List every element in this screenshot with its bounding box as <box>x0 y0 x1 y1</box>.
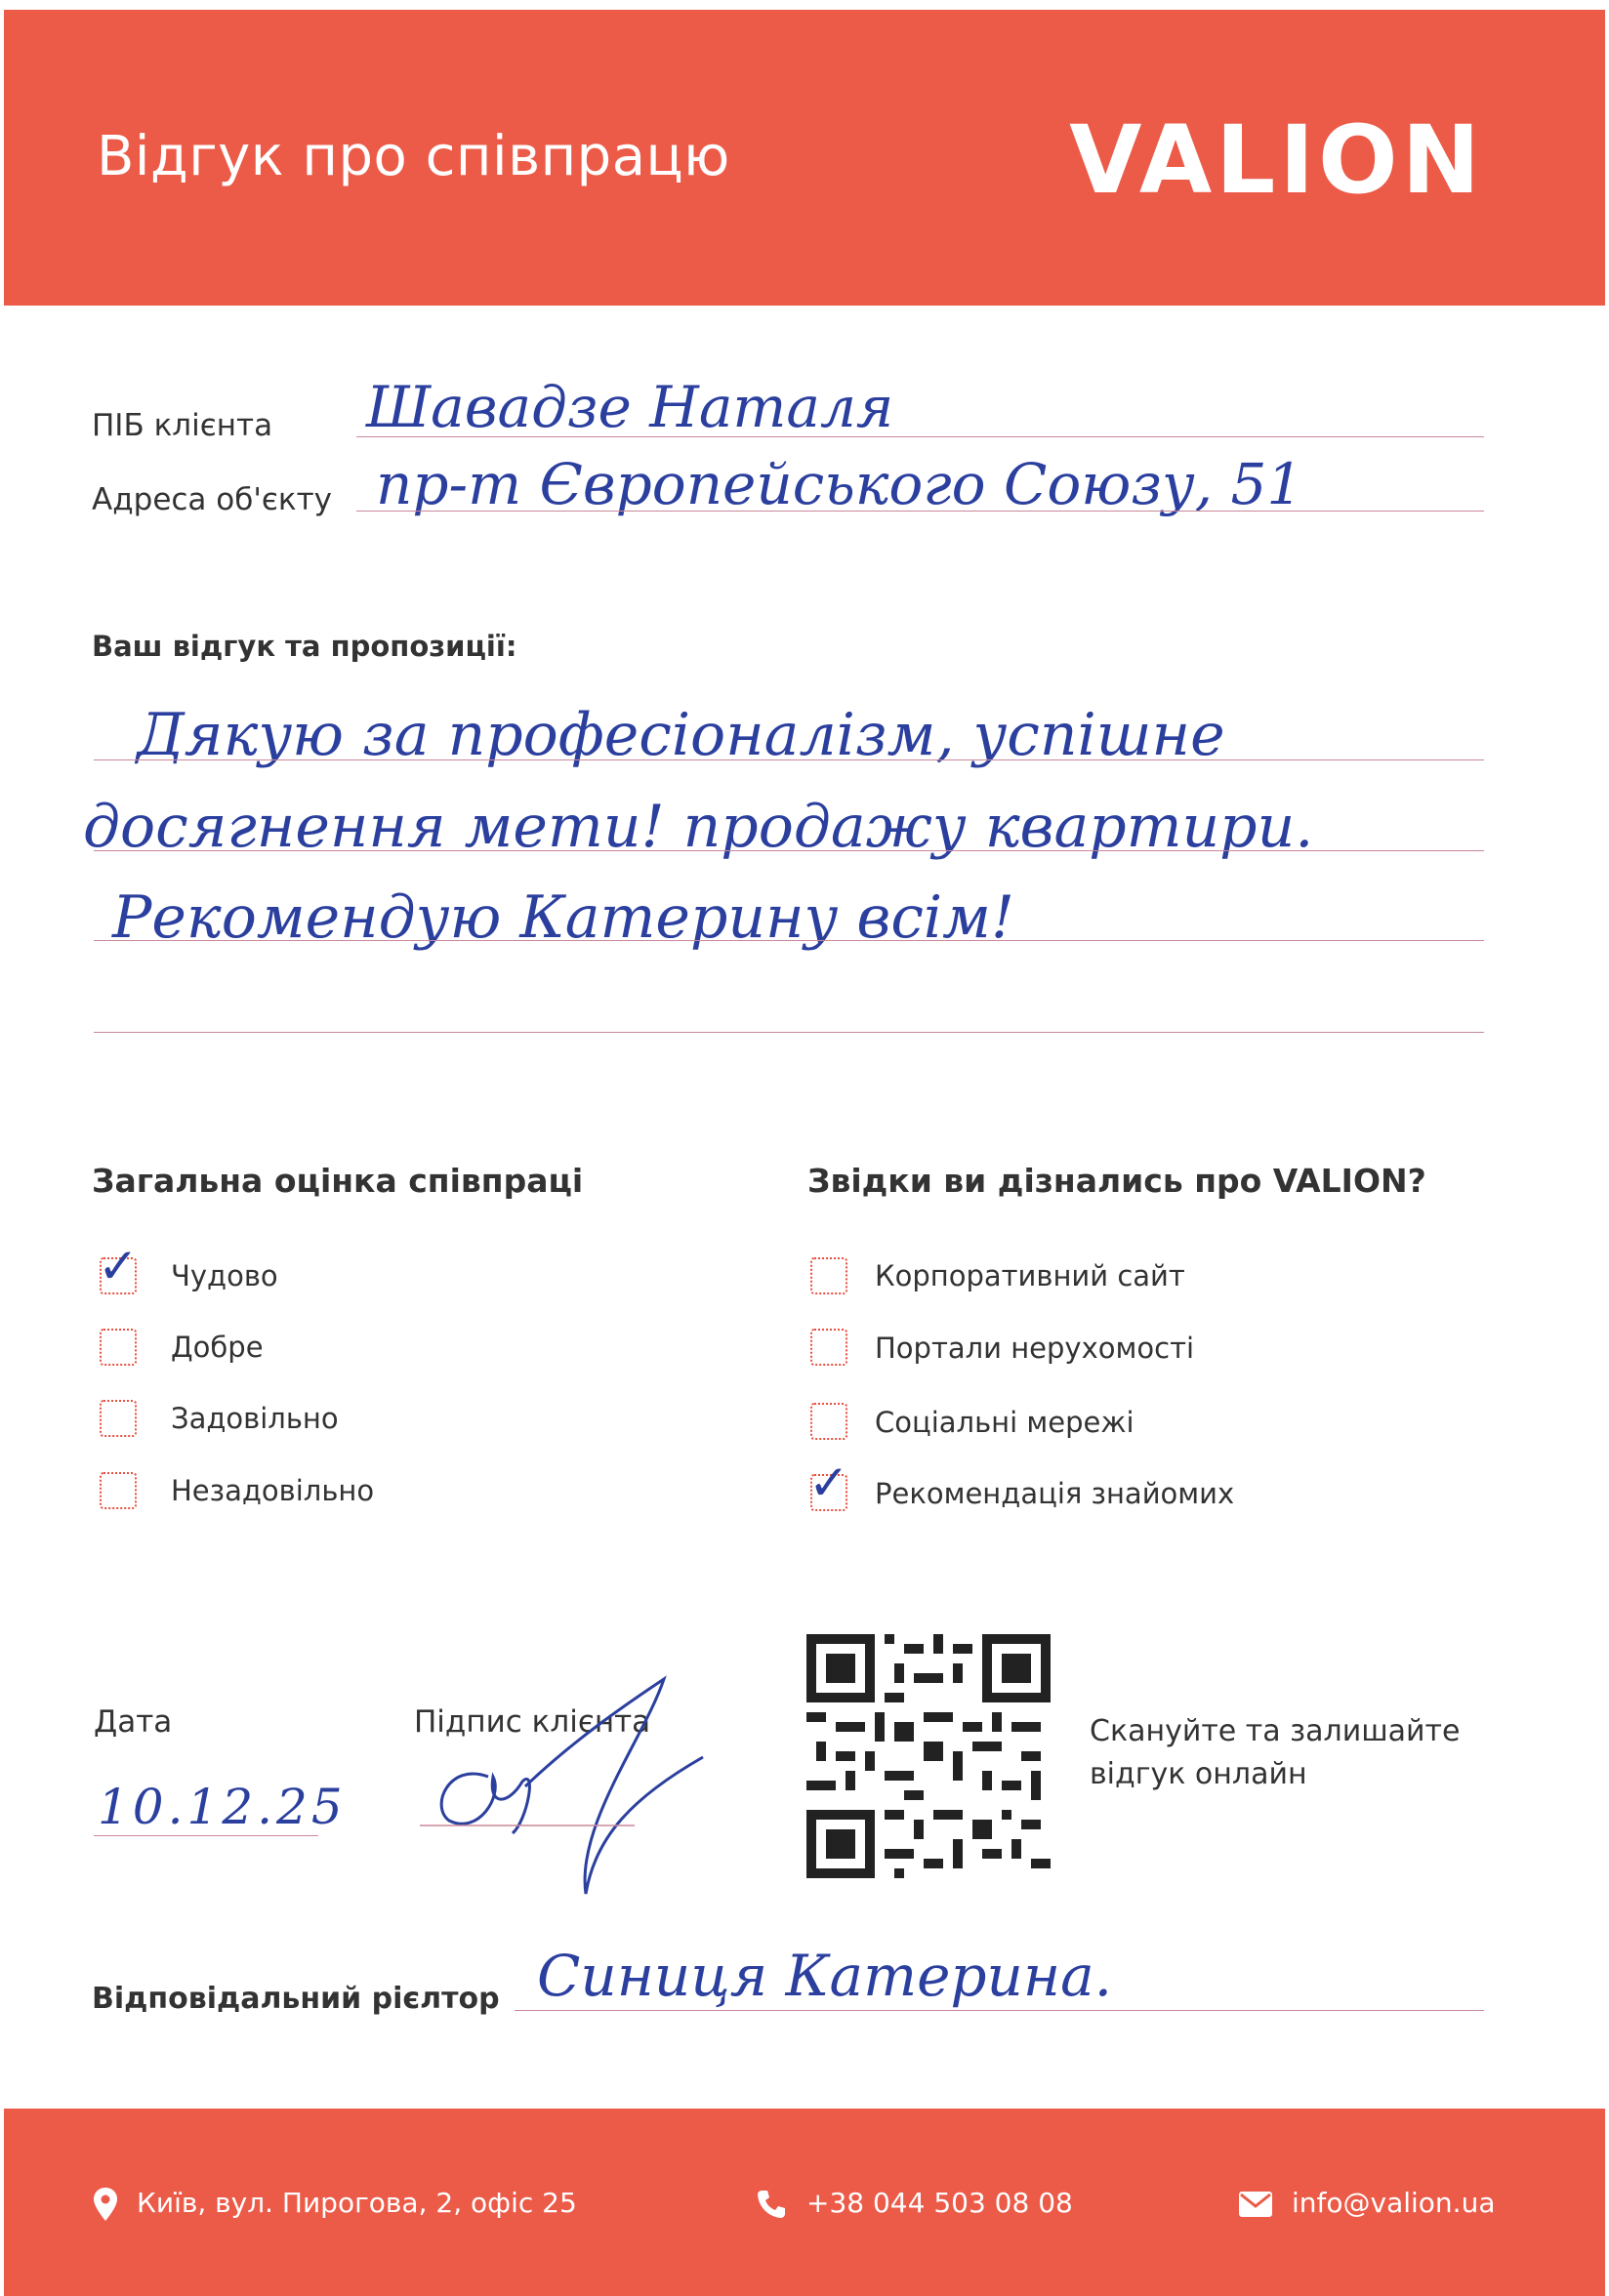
check-mark-icon: ✓ <box>98 1238 139 1294</box>
rating-heading: Загальна оцінка співпраці <box>92 1162 584 1200</box>
source-option-website: Корпоративний сайт <box>875 1259 1185 1292</box>
feedback-line-2: досягнення мети! продажу квартири. <box>83 793 1314 861</box>
location-pin-icon <box>94 2188 117 2221</box>
footer-address[interactable] <box>94 2187 577 2221</box>
source-heading: Звідки ви дізнались про VALION? <box>807 1162 1426 1200</box>
client-name-line <box>356 436 1484 437</box>
source-checkbox-referral[interactable] <box>808 1455 849 1511</box>
brand-logo: VALION <box>1069 105 1484 215</box>
qr-code[interactable] <box>806 1634 1051 1878</box>
qr-caption-line-2: відгук онлайн <box>1090 1757 1307 1791</box>
date-line <box>94 1835 318 1836</box>
check-mark-icon: ✓ <box>808 1455 849 1511</box>
source-option-portals: Портали нерухомості <box>875 1332 1195 1365</box>
address-label: Адреса об'єкту <box>92 482 333 517</box>
rating-option-unsatisfactory: Незадовільно <box>171 1474 375 1507</box>
rating-option-satisfactory: Задовільно <box>171 1402 339 1435</box>
feedback-rule-4 <box>94 1032 1484 1033</box>
source-option-referral: Рекомендація знайомих <box>875 1477 1235 1510</box>
realtor-value[interactable]: Синиця Катерина. <box>537 1943 1113 2009</box>
date-label: Дата <box>94 1704 173 1740</box>
rating-checkbox-satisfactory[interactable] <box>100 1400 137 1437</box>
qr-caption-line-1: Скануйте та залишайте <box>1090 1714 1461 1748</box>
client-signature[interactable] <box>410 1660 801 1904</box>
footer-address-text: Київ, вул. Пирогова, 2, офіс 25 <box>137 2187 577 2219</box>
footer-email[interactable] <box>1239 2187 1495 2219</box>
realtor-line <box>515 2010 1484 2011</box>
source-option-social: Соціальні мережі <box>875 1406 1135 1439</box>
source-checkbox-website[interactable] <box>810 1257 847 1294</box>
footer-phone-text: +38 044 503 08 08 <box>806 2187 1073 2219</box>
header-banner <box>4 10 1605 306</box>
feedback-rule-2 <box>94 850 1484 851</box>
rating-checkbox-good[interactable] <box>100 1329 137 1366</box>
footer-email-text: info@valion.ua <box>1292 2187 1496 2219</box>
date-value[interactable]: 10.12.25 <box>98 1779 347 1835</box>
client-name-label: ПІБ клієнта <box>92 408 273 443</box>
rating-checkbox-great[interactable] <box>98 1238 139 1294</box>
address-value[interactable]: пр-т Європейського Союзу, 51 <box>376 451 1303 517</box>
rating-option-good: Добре <box>171 1331 264 1364</box>
client-signature-label: Підпис клієнта <box>414 1704 651 1740</box>
realtor-label: Відповідальний рієлтор <box>92 1982 500 2016</box>
footer-phone[interactable] <box>756 2187 1073 2220</box>
client-name-value[interactable]: Шавадзе Наталя <box>366 374 894 440</box>
feedback-line-1: Дякую за професіоналізм, успішне <box>137 701 1225 769</box>
source-checkbox-social[interactable] <box>810 1403 847 1440</box>
footer-banner <box>4 2109 1605 2296</box>
feedback-rule-3 <box>94 940 1484 941</box>
feedback-rule-1 <box>94 759 1484 760</box>
mail-icon <box>1239 2192 1272 2217</box>
feedback-line-3: Рекомендую Катерину всім! <box>112 883 1014 952</box>
source-checkbox-portals[interactable] <box>810 1329 847 1366</box>
form-title: Відгук про співпрацю <box>97 125 730 188</box>
address-line <box>356 511 1484 512</box>
phone-icon <box>756 2189 787 2220</box>
rating-checkbox-unsatisfactory[interactable] <box>100 1472 137 1509</box>
feedback-heading: Ваш відгук та пропозиції: <box>92 630 517 663</box>
rating-option-great: Чудово <box>171 1259 278 1292</box>
